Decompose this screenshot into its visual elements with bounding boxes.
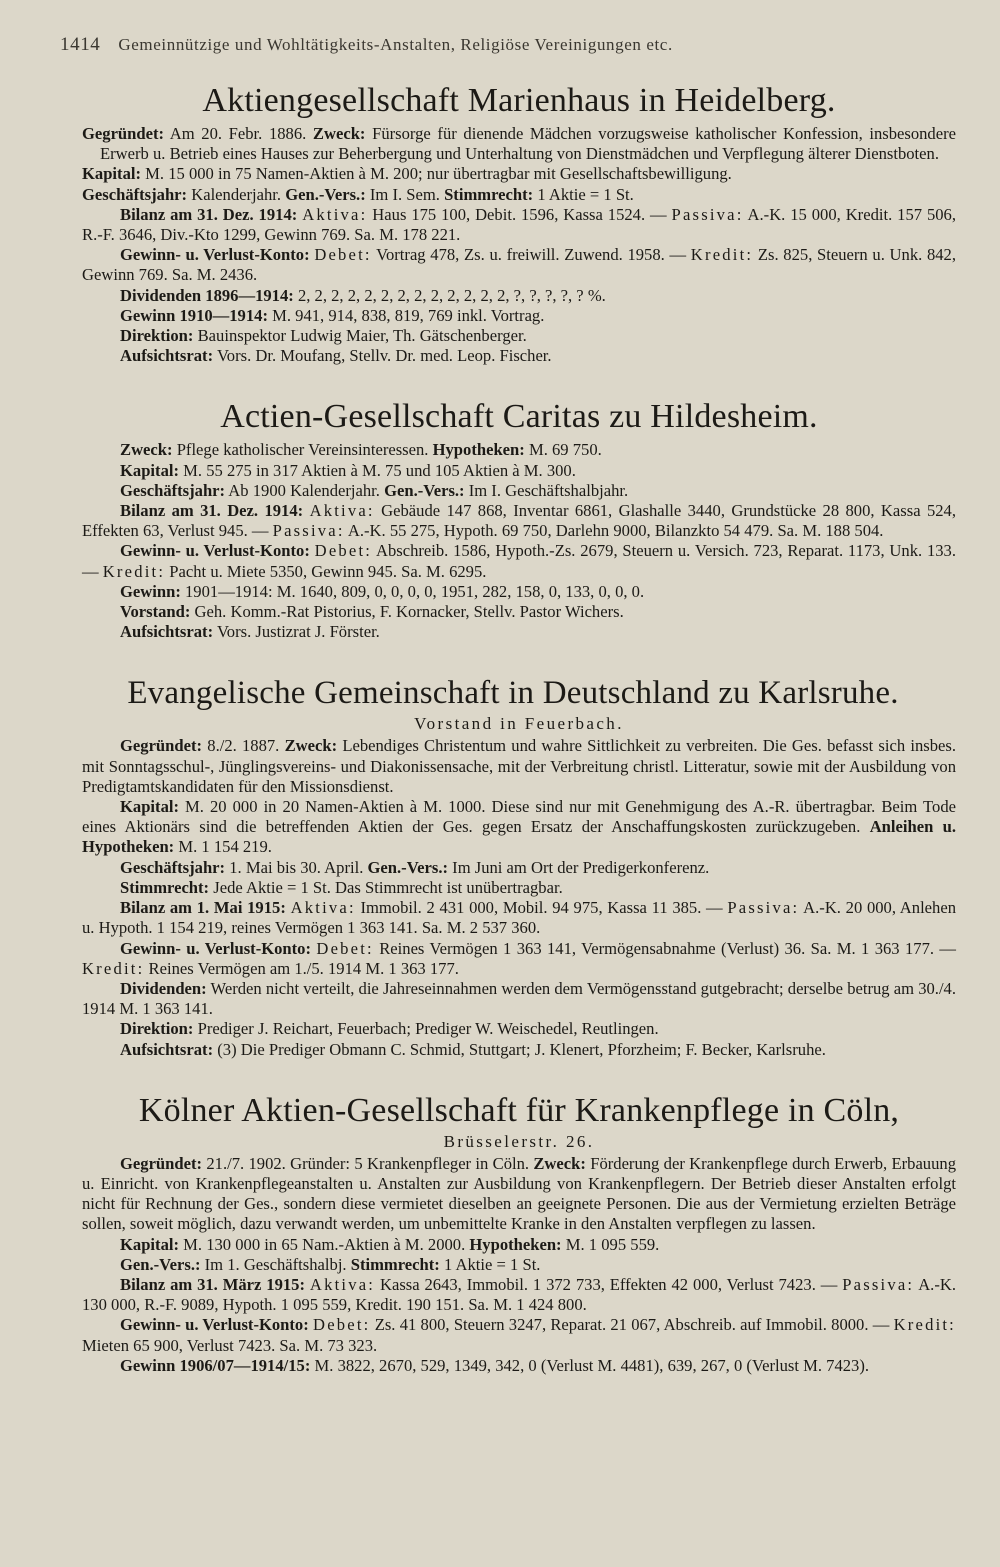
section-gap [82,372,956,398]
field-text: M. 69 750. [524,440,602,460]
account-label: Aktiva: [290,898,356,918]
field-label: Geschäftsjahr: [120,480,226,500]
field-label: Gen.-Vers.: [120,1254,201,1274]
field-label: Gewinn- u. Verlust-Konto: [120,938,312,958]
field-label: Geschäftsjahr: [120,857,226,877]
running-title: Gemeinnützige und Wohltätigkeits-Anstalten, Religiöse Vereinigungen etc. [118,35,673,54]
running-header [60,34,956,56]
entry-paragraph [82,326,956,346]
field-text: A.-K. 20 000, Anlehen u. Hypoth. 1 154 219, reines Vermögen 1 363 141. Sa. M. 2 537 360. [82,898,957,938]
account-label: Debet: [314,541,373,561]
entry-paragraph [82,185,956,205]
account-label: Debet: [313,1315,371,1335]
entry-paragraph [82,501,956,541]
company-entry [82,398,956,642]
entry-paragraph [82,1275,956,1315]
field-text: M. 15 000 in 75 Namen-Aktien à M. 200; nur übertragbar mit Gesellschaftsbewilligung. [141,164,732,184]
field-text: Jede Aktie = 1 St. Das Stimmrecht ist unübertragbar. [209,877,563,897]
field-label: Gen.-Vers.: [367,857,449,877]
field-text: A.-K. 130 000, R.-F. 9089, Hypoth. 1 095 559, Kredit. 190 151. Sa. M. 1 424 800. [82,1274,956,1315]
field-text: M. 941, 914, 838, 819, 769 inkl. Vortrag. [267,305,545,325]
field-text: A.-K. 55 275, Hypoth. 69 750, Darlehn 9000, Bilanzkto 54 479. Sa. M. 188 504. [344,521,884,541]
field-text: 8./2. 1887. [202,736,285,756]
field-text: Lebendiges Christentum und wahre Sittlichkeit zu verbreiten. Die Ges. befasst sich insbes. mit Sonntagsschul-, Jünglingsvereins- und Diakonissensache, mit der Verbreitung christl. Litteratur, sowie mit der Ausbildung von Predigtamtskandidaten für den Missionsdienst. [82,736,956,796]
field-label: Bilanz am 1. Mai 1915: [120,898,286,918]
field-text: Prediger J. Reichart, Feuerbach; Prediger W. Weischedel, Reutlingen. [193,1019,659,1039]
company-subtitle: Vorstand in Feuerbach. [414,714,624,734]
field-text: Im I. Geschäftshalbjahr. [464,480,629,500]
company-title: Actien-Gesellschaft Caritas zu Hildesheim. [220,398,818,436]
entry-paragraph [82,939,956,979]
entry-paragraph [82,1315,956,1355]
company-subtitle: Brüsselerstr. 26. [443,1131,595,1151]
field-text: Immobil. 2 431 000, Mobil. 94 975, Kassa 11 385. — [355,898,728,918]
account-label: Kredit: [893,1315,956,1335]
field-label: Zweck: [533,1153,586,1173]
field-text: Im 1. Geschäftshalbj. [200,1254,351,1274]
account-label: Debet: [316,938,374,958]
company-title: Kölner Aktien-Gesellschaft für Krankenpflege in Cöln, [138,1091,900,1129]
field-label: Gegründet: [82,124,165,143]
field-label: Bilanz am 31. Dez. 1914: [120,501,304,521]
field-label: Hypotheken: [432,440,525,460]
entry-paragraph [82,622,956,642]
entry-paragraph [82,1040,956,1060]
entry-paragraph [82,1019,956,1039]
field-text: Bauinspektor Ludwig Maier, Th. Gätschenberger. [193,326,527,346]
entry-paragraph [82,164,956,184]
company-entry [82,674,956,1059]
field-label: Anleihen u. Hypotheken: [82,817,956,857]
field-label: Kapital: [120,460,180,480]
field-label: Geschäftsjahr: [82,184,188,204]
field-text: Haus 175 100, Debit. 1596, Kassa 1524. — [367,204,672,224]
entry-paragraph [82,440,956,460]
section-gap [82,1066,956,1092]
field-text: M. 130 000 in 65 Nam.-Aktien à M. 2000. [179,1234,470,1254]
entry-paragraph [82,1154,956,1235]
account-label: Passiva: [671,204,744,224]
field-text: Reines Vermögen am 1./5. 1914 M. 1 363 177. [144,958,459,978]
field-text: M. 3822, 2670, 529, 1349, 342, 0 (Verlust M. 4481), 639, 267, 0 (Verlust M. 7423). [310,1355,870,1375]
account-label: Aktiva: [309,501,375,521]
entry-paragraph [82,205,956,245]
field-text: Zs. 825, Steuern u. Unk. 842, Gewinn 769. Sa. M. 2436. [82,245,956,285]
field-label: Direktion: [120,326,194,346]
field-label: Stimmrecht: [120,877,210,897]
field-label: Stimmrecht: [350,1254,440,1274]
entry-paragraph [82,602,956,622]
field-text: Vortrag 478, Zs. u. freiwill. Zuwend. 1958. — [371,245,691,265]
field-text: A.-K. 15 000, Kredit. 157 506, R.-F. 3646, Div.-Kto 1299, Gewinn 769. Sa. M. 178 221. [82,204,956,245]
field-text: Kassa 2643, Immobil. 1 372 733, Effekten 42 000, Verlust 7423. — [375,1274,843,1294]
entry-paragraph [82,286,956,306]
field-text: 2, 2, 2, 2, 2, 2, 2, 2, 2, 2, 2, 2, 2, ?, ?, ?, ?, ? %. [293,285,606,305]
field-text: 1 Aktie = 1 St. [533,184,634,204]
entry-paragraph [82,1235,956,1255]
field-text: Abschreib. 1586, Hypoth.-Zs. 2679, Steuern u. Versich. 723, Reparat. 1173, Unk. 133. — [82,541,956,581]
field-label: Gewinn- u. Verlust-Konto: [120,245,310,265]
field-text: Am 20. Febr. 1886. [164,124,313,143]
field-label: Zweck: [312,124,366,143]
field-label: Kapital: [120,1234,180,1254]
field-label: Dividenden 1896—1914: [120,285,294,305]
field-label: Gewinn- u. Verlust-Konto: [120,1315,309,1335]
field-label: Bilanz am 31. März 1915: [120,1274,305,1294]
field-label: Gewinn- u. Verlust-Konto: [120,541,310,561]
field-text: (3) Die Prediger Obmann C. Schmid, Stuttgart; J. Klenert, Pforzheim; F. Becker, Karlsruhe. [213,1039,826,1059]
account-label: Kredit: [690,245,754,265]
account-label: Debet: [314,245,372,265]
field-label: Aufsichtsrat: [120,1039,214,1059]
field-label: Direktion: [120,1019,194,1039]
company-title: Aktiengesellschaft Marienhaus in Heidelberg. [202,82,836,119]
field-text: 1 Aktie = 1 St. [439,1254,541,1274]
field-label: Gewinn: [120,581,181,601]
field-text: Im Juni am Ort der Predigerkonferenz. [448,857,710,877]
entry-paragraph [82,736,956,797]
company-entry [82,82,956,366]
field-text: Reines Vermögen 1 363 141, Vermögensabnahme (Verlust) 36. Sa. M. 1 363 177. — [373,938,956,958]
field-text: 21./7. 1902. Gründer: 5 Krankenpfleger in Cöln. [202,1153,534,1173]
field-label: Stimmrecht: [444,184,534,204]
account-label: Kredit: [82,958,145,978]
field-text: Förderung der Krankenpflege durch Erwerb, Erbauung u. Einricht. von Krankenpflegeanstalten u. Anstalten zur Ausbildung von Krankenpflegern. Der Betrieb dieser Anstalten erfolgt nicht für Rechnung der Ges., sondern diese vermietet dieselben an geeignete Personen. Die aus der Vermietung erzielten Beträge sollen, soweit möglich, dazu verwandt werden, um unbemittelte Kranke in den Anstalten verpflegen zu lassen. [82,1153,956,1234]
field-label: Bilanz am 31. Dez. 1914: [120,204,298,224]
entry-paragraph [82,481,956,501]
account-label: Passiva: [727,898,800,918]
field-text: Vors. Dr. Moufang, Stellv. Dr. med. Leop. Fischer. [213,346,552,366]
field-text: Ab 1900 Kalenderjahr. [225,480,385,500]
entry-paragraph [82,858,956,878]
account-label: Aktiva: [309,1274,376,1294]
page-number: 1414 [60,34,101,55]
field-label: Vorstand: [120,602,191,622]
field-text: M. 20 000 in 20 Namen-Aktien à M. 1000. Diese sind nur mit Genehmigung des A.-R. übertragbar. Beim Tode eines Aktionärs sind die betreffenden Aktien der Ges. gegen Ersatz der Anschaffungskosten zurückzugeben. [82,797,956,837]
account-label: Aktiva: [302,204,368,224]
document-body [82,82,956,1376]
entry-paragraph [82,1255,956,1275]
field-label: Gegründet: [120,1153,203,1173]
entry-paragraph [82,582,956,602]
field-label: Zweck: [284,736,338,756]
field-text: M. 55 275 in 317 Aktien à M. 75 und 105 Aktien à M. 300. [179,460,576,480]
field-label: Gegründet: [120,736,203,756]
account-label: Kredit: [102,561,166,581]
account-label: Passiva: [272,521,345,541]
field-text: 1901—1914: M. 1640, 809, 0, 0, 0, 0, 1951, 282, 158, 0, 133, 0, 0, 0. [180,581,645,601]
entry-paragraph [82,878,956,898]
entry-paragraph [82,1356,956,1376]
field-text: Geh. Komm.-Rat Pistorius, F. Kornacker, Stellv. Pastor Wichers. [190,602,624,622]
field-label: Aufsichtsrat: [120,622,214,642]
field-label: Kapital: [120,797,180,817]
field-label: Gewinn 1910—1914: [120,305,268,325]
field-label: Dividenden: [120,978,207,998]
field-text: Mieten 65 900, Verlust 7423. Sa. M. 73 323. [82,1335,378,1355]
entry-paragraph [82,124,956,164]
field-text: Kalenderjahr. [187,184,286,204]
field-text: Werden nicht verteilt, die Jahreseinnahmen werden dem Vermögensstand gutgebracht; derselbe betrug am 30./4. 1914 M. 1 363 141. [82,978,956,1019]
field-text: Zs. 41 800, Steuern 3247, Reparat. 21 067, Abschreib. auf Immobil. 8000. — [370,1315,894,1335]
entry-paragraph [82,898,956,938]
field-label: Gewinn 1906/07—1914/15: [120,1355,311,1375]
entry-paragraph [82,797,956,858]
entry-paragraph [82,306,956,326]
field-text: Pflege katholischer Vereinsinteressen. [172,440,433,460]
field-text: 1. Mai bis 30. April. [225,857,368,877]
entry-paragraph [82,979,956,1019]
entry-paragraph [82,461,956,481]
entry-paragraph [82,346,956,366]
account-label: Passiva: [842,1274,915,1294]
field-text: Pacht u. Miete 5350, Gewinn 945. Sa. M. 6295. [165,561,487,581]
section-gap [82,648,956,674]
entry-paragraph [82,245,956,285]
field-label: Aufsichtsrat: [120,346,214,366]
field-label: Gen.-Vers.: [285,184,366,204]
field-text: Fürsorge für dienende Mädchen vorzugsweise katholischer Konfession, insbesondere Erwerb u. Betrieb eines Hauses zur Beherbergung und Unterhaltung von Dienstmädchen und Verpflegung älterer Dienstboten. [100,124,956,164]
company-entry [82,1092,956,1376]
entry-paragraph [82,541,956,581]
field-text: M. 1 154 219. [174,837,272,857]
field-text: M. 1 095 559. [561,1234,660,1254]
field-label: Gen.-Vers.: [384,480,465,500]
field-label: Hypotheken: [469,1234,562,1254]
field-text: Im I. Sem. [365,184,445,204]
field-label: Kapital: [82,164,142,184]
field-text: Gebäude 147 868, Inventar 6861, Glashalle 3440, Grundstücke 28 800, Kassa 524, Effekten 63, Verlust 945. — [82,501,956,541]
company-title: Evangelische Gemeinschaft in Deutschland zu Karlsruhe. [127,675,899,712]
field-text: Vors. Justizrat J. Förster. [213,622,380,642]
field-label: Zweck: [120,440,173,460]
